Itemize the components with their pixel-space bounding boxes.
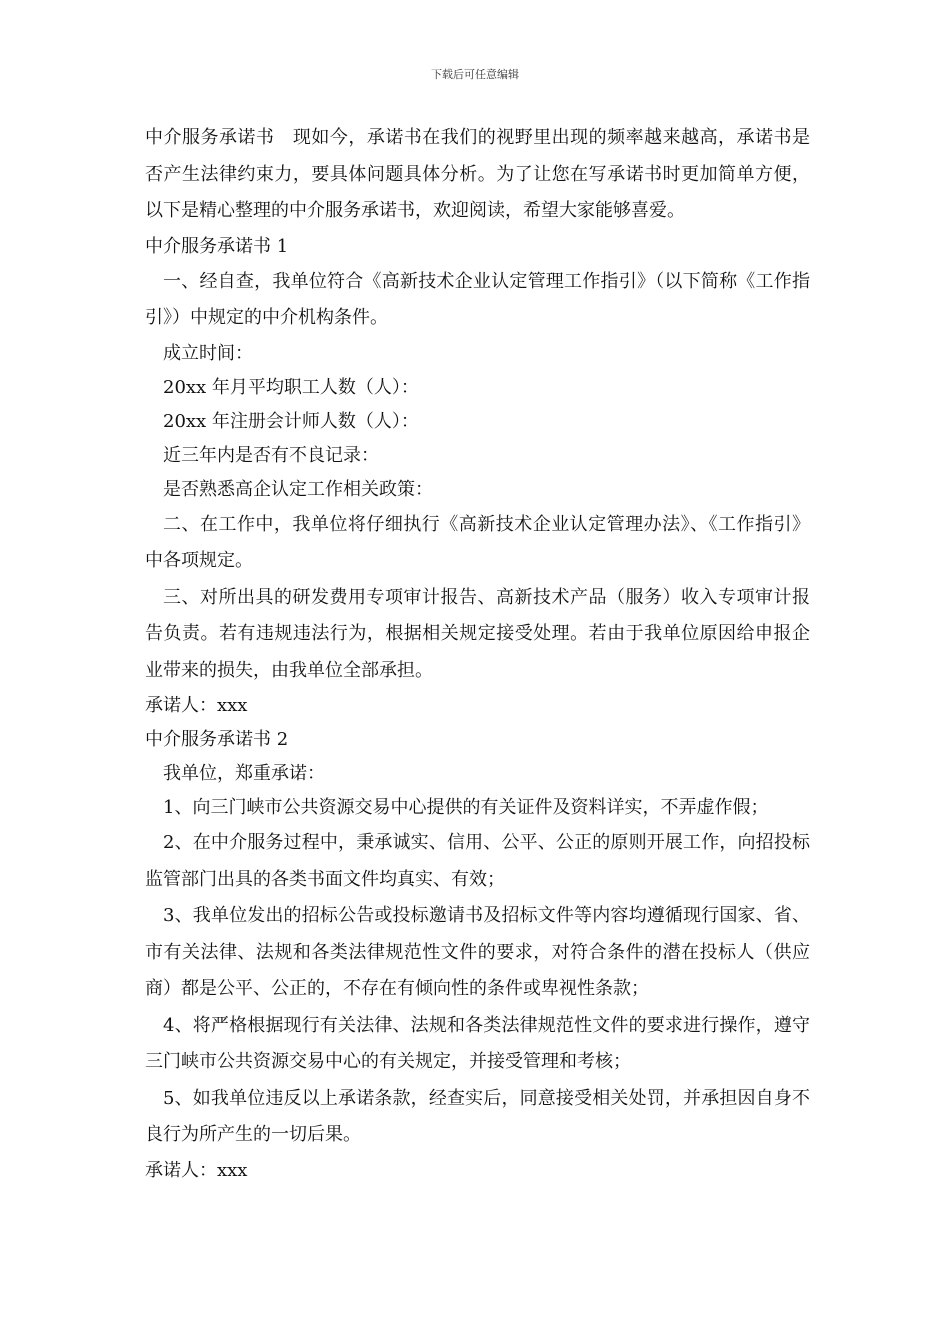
section1-field-record: 近三年内是否有不良记录：: [163, 444, 379, 466]
section2-title: 中介服务承诺书 2: [145, 729, 289, 750]
section1-signer: 承诺人：xxx: [145, 695, 248, 716]
section1-paragraph-3: 三、对所出具的研发费用专项审计报告、高新技术产品（服务）收入专项审计报告负责。若有违规违法行为，根据相关规定接受处理。若由于我单位原因给申报企业带来的损失，由我单位全部承担。: [145, 586, 810, 681]
section1-field-policy: 是否熟悉高企认定工作相关政策：: [163, 478, 433, 500]
section1-field-founded: 成立时间：: [163, 342, 253, 364]
section2-item-2: 2、在中介服务过程中，秉承诚实、信用、公平、公正的原则开展工作，向招投标监管部门出具的各类书面文件均真实、有效；: [145, 832, 810, 890]
section1-title: 中介服务承诺书 1: [145, 235, 289, 257]
section2-item-4: 4、将严格根据现行有关法律、法规和各类法律规范性文件的要求进行操作，遵守三门峡市公共资源交易中心的有关规定，并接受管理和考核；: [145, 1014, 810, 1072]
section1-paragraph-1: 一、经自查，我单位符合《高新技术企业认定管理工作指引》（以下简称《工作指引》）中规定的中介机构条件。: [145, 270, 810, 328]
section2-item-3: 3、我单位发出的招标公告或投标邀请书及招标文件等内容均遵循现行国家、省、市有关法律、法规和各类法律规范性文件的要求，对符合条件的潜在投标人（供应商）都是公平、公正的，不存在有倾向性的条件或卑视性条款；: [145, 905, 810, 999]
intro-paragraph: 中介服务承诺书 现如今，承诺书在我们的视野里出现的频率越来越高，承诺书是否产生法律约束力，要具体问题具体分析。为了让您在写承诺书时更加简单方便，以下是精心整理的中介服务承诺书，欢迎阅读，希望大家能够喜爱。: [145, 127, 810, 221]
page-header-note: 下载后可任意编辑: [431, 68, 519, 81]
section2-item-5: 5、如我单位违反以上承诺条款，经查实后，同意接受相关处罚，并承担因自身不良行为所产生的一切后果。: [145, 1087, 810, 1145]
section2-signer: 承诺人：xxx: [145, 1159, 248, 1181]
section1-paragraph-2: 二、在工作中，我单位将仔细执行《高新技术企业认定管理办法》、《工作指引》中各项规定。: [145, 513, 810, 571]
document-body: [145, 120, 810, 1188]
section2-opening: 我单位，郑重承诺：: [163, 763, 325, 784]
section1-field-staff: 20xx 年月平均职工人数（人）：: [163, 376, 419, 398]
section1-field-cpa: 20xx 年注册会计师人数（人）：: [163, 410, 419, 432]
section2-item-1: 1、向三门峡市公共资源交易中心提供的有关证件及资料详实，不弄虚作假；: [163, 797, 769, 818]
